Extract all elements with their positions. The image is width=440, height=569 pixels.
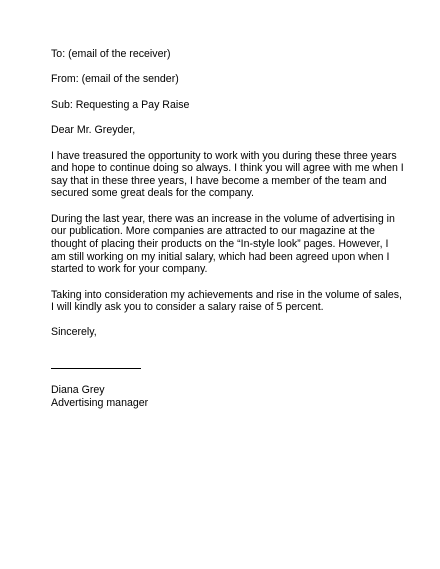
signer-title: Advertising manager xyxy=(51,396,149,409)
closing: Sincerely, xyxy=(51,326,97,339)
paragraph-line: secured some great deals for the company. xyxy=(51,187,254,200)
letter-body xyxy=(51,48,404,409)
recipient-line: To: (email of the receiver) xyxy=(51,48,171,60)
paragraph-line: and hope to continue doing so always. I think you will agree with me when I xyxy=(51,162,404,175)
paragraph-justification xyxy=(51,213,396,276)
signature-line xyxy=(51,368,141,369)
salutation: Dear Mr. Greyder, xyxy=(51,124,136,137)
paragraph-line: I have treasured the opportunity to work with you during these three years xyxy=(51,149,397,162)
signer-name: Diana Grey xyxy=(51,384,105,397)
paragraph-request xyxy=(51,288,402,314)
paragraph-line: I will kindly ask you to consider a salary raise of 5 percent. xyxy=(51,301,324,314)
paragraph-line: thought of placing their products on the “In-style look” pages. However, I xyxy=(51,237,389,250)
paragraph-line: started to work for your company. xyxy=(51,263,208,276)
paragraph-gratitude xyxy=(51,149,404,200)
subject-line: Sub: Requesting a Pay Raise xyxy=(51,98,190,111)
paragraph-line: am still working on my initial salary, which had been agreed upon when I xyxy=(51,250,390,263)
paragraph-line: our publication. More companies are attracted to our magazine at the xyxy=(51,225,375,238)
paragraph-line: Taking into consideration my achievements and rise in the volume of sales, xyxy=(51,288,402,301)
paragraph-line: say that in these three years, I have become a member of the team and xyxy=(51,174,387,187)
signature-block xyxy=(51,384,396,409)
sender-line: From: (email of the sender) xyxy=(51,73,179,86)
paragraph-line: During the last year, there was an increase in the volume of advertising in xyxy=(51,212,395,225)
